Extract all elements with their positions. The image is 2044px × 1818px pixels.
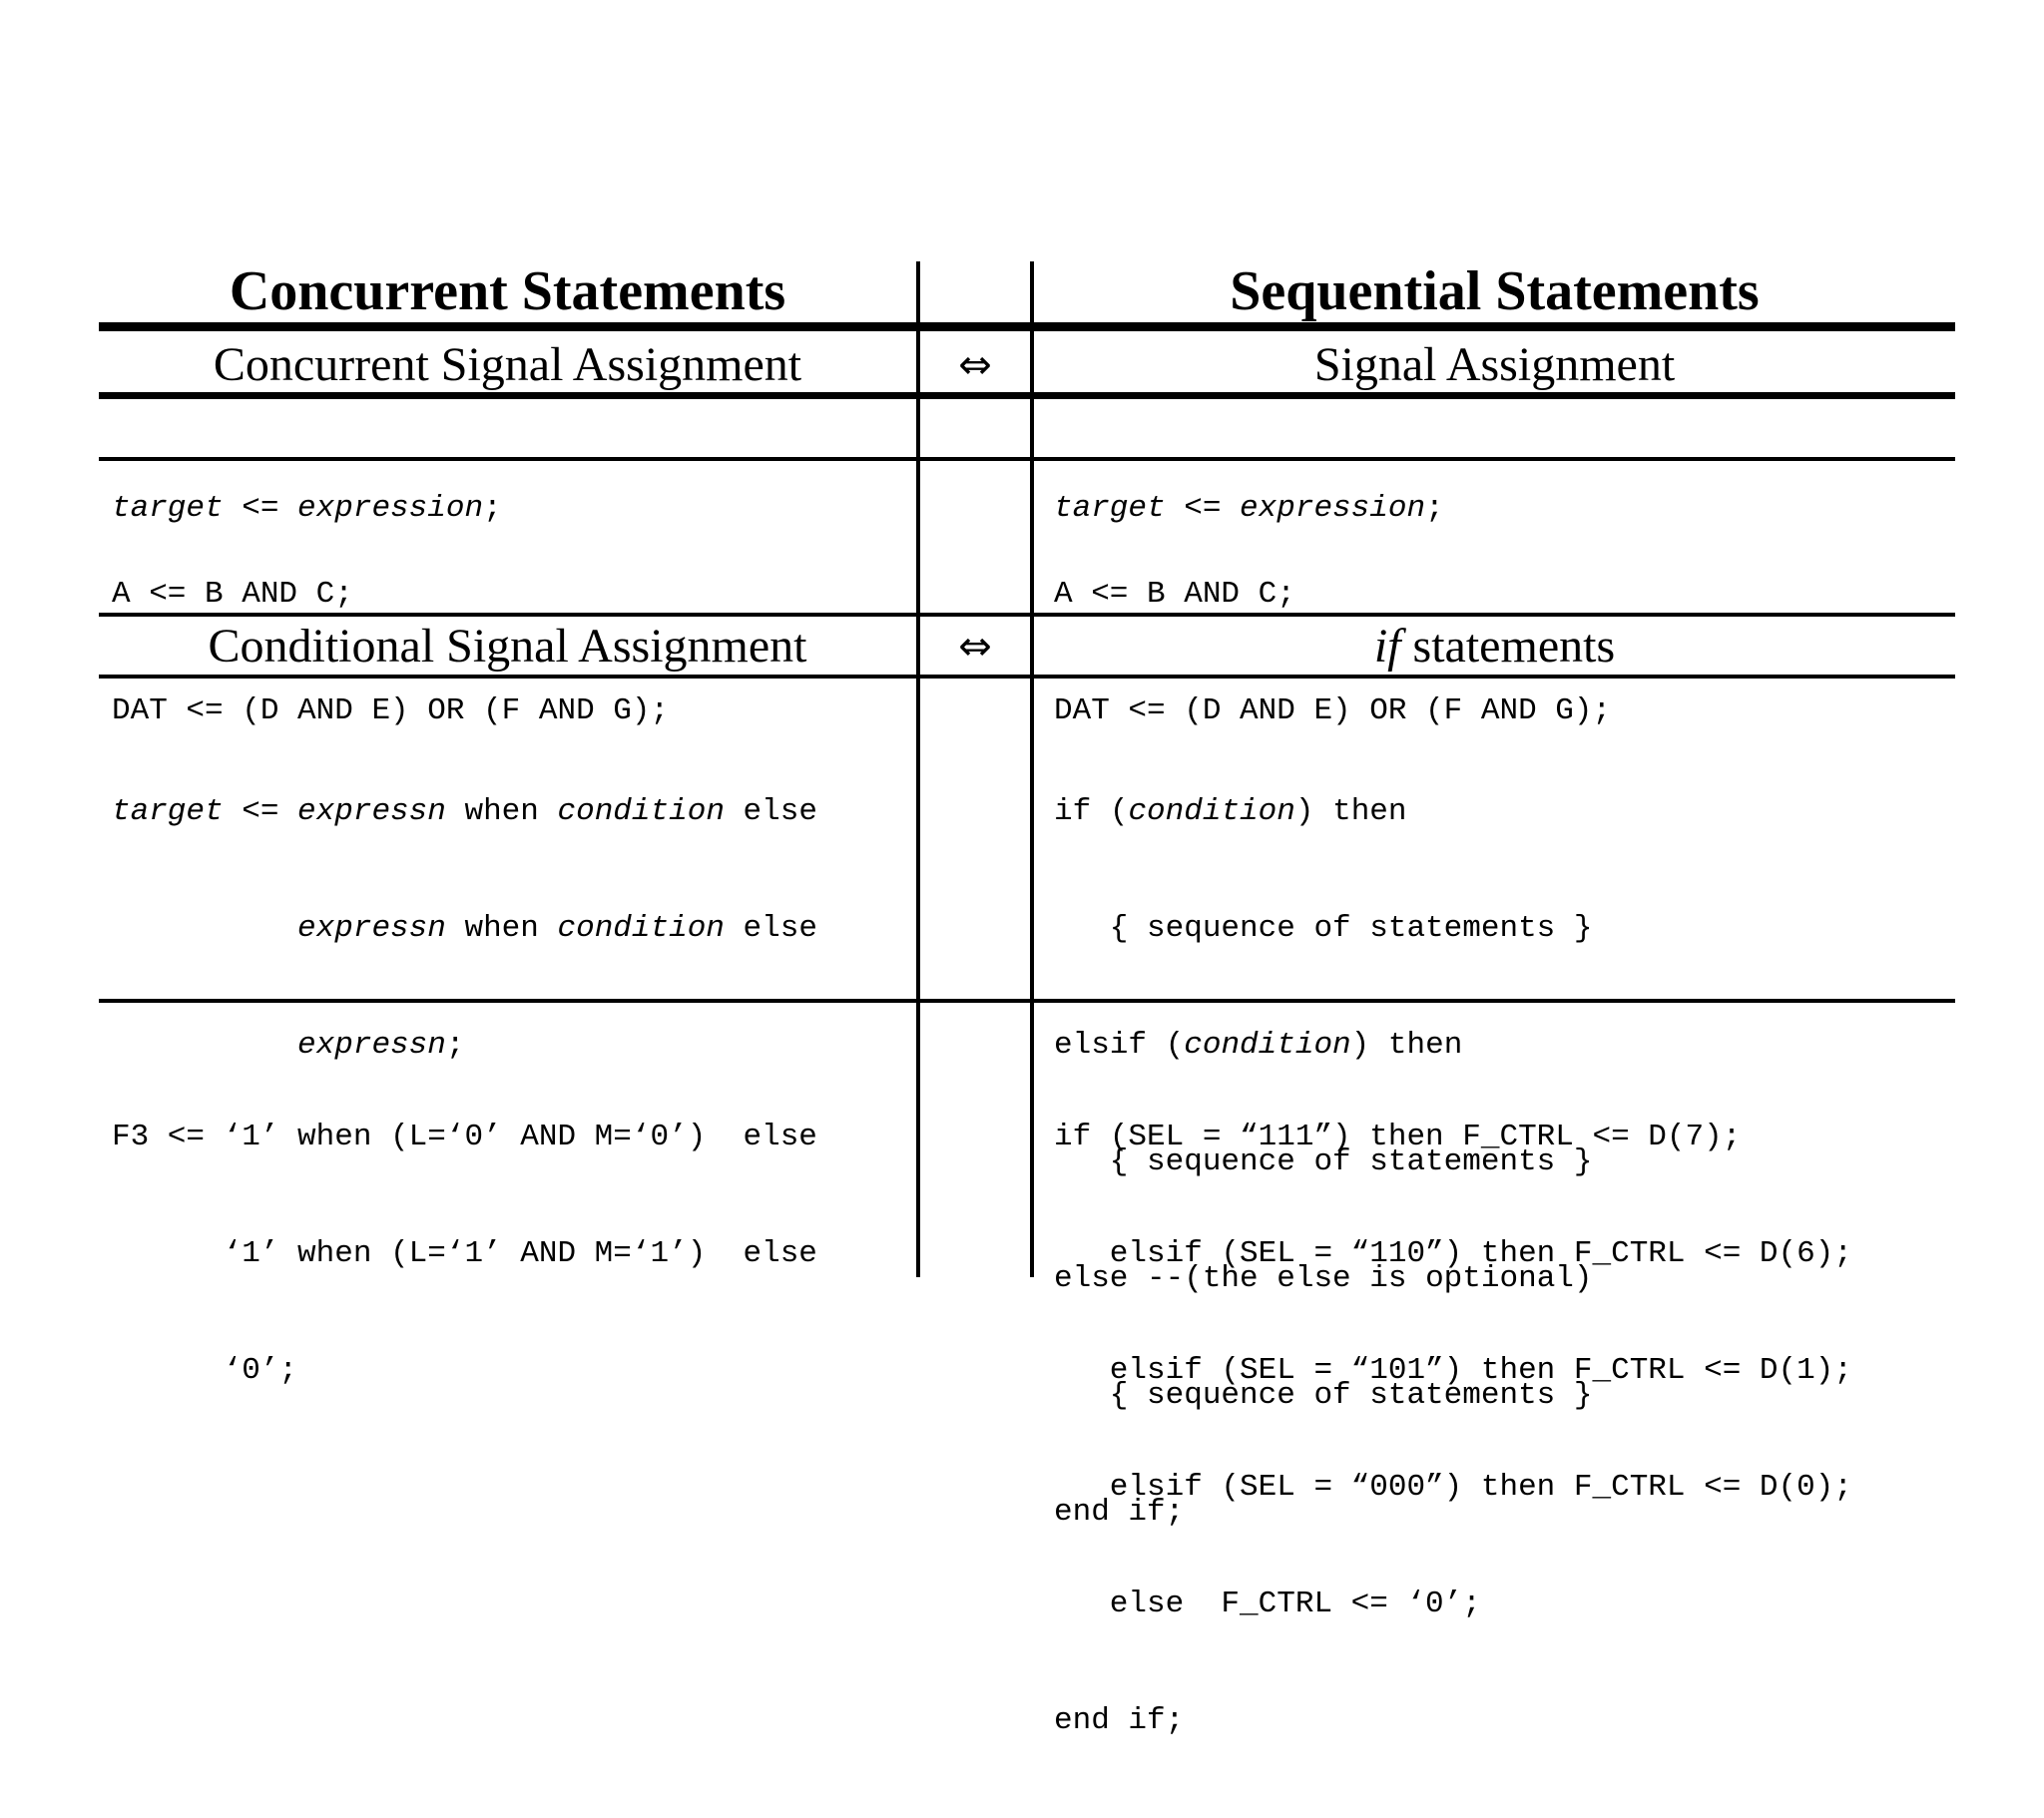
signal-assignment-title: Signal Assignment	[1313, 338, 1676, 391]
column-divider-left	[916, 261, 920, 1277]
concurrent-signal-assignment-title: Concurrent Signal Assignment	[213, 338, 802, 391]
section-rule-signal	[99, 392, 1955, 399]
conditional-signal-syntax: target <= expressn when condition else expressn when condition else expressn;	[112, 794, 817, 1063]
conditional-signal-assignment-title: Conditional Signal Assignment	[208, 620, 807, 673]
conditional-signal-example: F3 <= ‘1’ when (L=‘0’ AND M=‘0’) else ‘1’ when (L=‘1’ AND M=‘1’) else ‘0’;	[112, 1120, 817, 1388]
equivalence-arrow-icon: ⇔	[958, 342, 992, 388]
column-divider-right	[1030, 261, 1034, 1277]
if-statement-syntax: if (condition) then { sequence of statements } elsif (condition) then { sequence of statements } else --(the else is optional) { sequence of statements } end if;	[1054, 794, 1593, 1530]
sequential-statements-title: Sequential Statements	[1230, 260, 1760, 322]
header-rule	[99, 322, 1955, 331]
sequential-signal-example: A <= B AND C; DAT <= (D AND E) OR (F AND G);	[1054, 577, 1612, 728]
sequential-signal-syntax: target <= expression;	[1054, 491, 1444, 526]
if-statement-example: if (SEL = “111”) then F_CTRL <= D(7); elsif (SEL = “110”) then F_CTRL <= D(6); elsif (SEL = “101”) then F_CTRL <= D(1); elsif (SEL = “000”) then F_CTRL <= D(0); else F_CTRL <= ‘0’; end if;	[1054, 1120, 1852, 1738]
equivalence-arrow-icon: ⇔	[958, 624, 992, 670]
concurrent-signal-example: A <= B AND C; DAT <= (D AND E) OR (F AND G);	[112, 577, 670, 728]
concurrent-statements-title: Concurrent Statements	[229, 260, 786, 322]
concurrent-signal-syntax: target <= expression;	[112, 491, 502, 526]
if-statements-title: if statements	[1373, 620, 1616, 673]
